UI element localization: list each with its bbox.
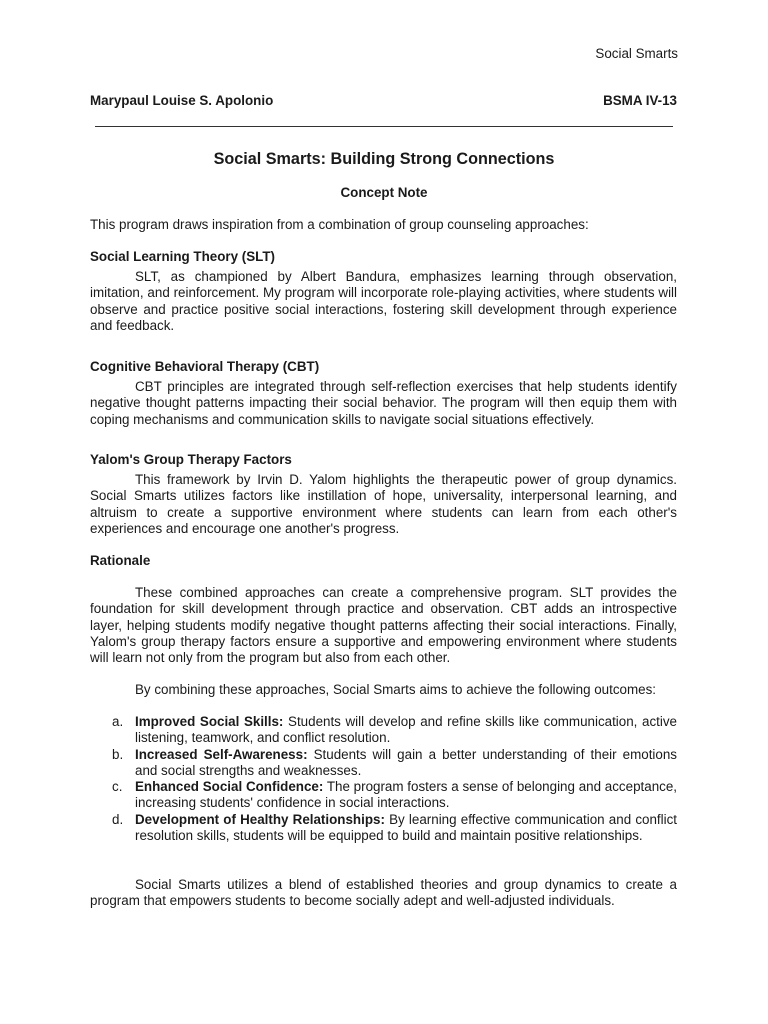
slt-heading: Social Learning Theory (SLT) <box>90 249 276 264</box>
outcome-text: Students will gain a better understanding of their emotions and social strengths and weaknesses. <box>135 746 677 778</box>
section-code: BSMA IV-13 <box>603 93 677 108</box>
yalom-heading: Yalom's Group Therapy Factors <box>90 452 292 467</box>
conclusion-paragraph: Social Smarts utilizes a blend of established theories and group dynamics to create a program that empowers students to become socially adept and well-adjusted individuals. <box>90 877 677 909</box>
list-item <box>90 779 677 812</box>
author-name: Marypaul Louise S. Apolonio <box>90 93 274 108</box>
header-divider <box>95 126 673 127</box>
yalom-paragraph: This framework by Irvin D. Yalom highlights the therapeutic power of group dynamics. Social Smarts utilizes factors like instillation of hope, universality, interpersonal learning, and altruism to create a supportive environment where students can learn from each other's experiences and encourage one another's progress. <box>90 472 677 536</box>
list-item <box>90 714 677 747</box>
document-subtitle: Concept Note <box>340 185 428 200</box>
cbt-heading: Cognitive Behavioral Therapy (CBT) <box>90 359 320 374</box>
intro-paragraph: This program draws inspiration from a combination of group counseling approaches: <box>90 217 589 232</box>
list-item <box>90 812 677 845</box>
list-marker: b. <box>112 746 124 762</box>
outcome-text: By learning effective communication and conflict resolution skills, students will be equipped to build and maintain positive relationships. <box>135 811 678 844</box>
outcome-term: Improved Social Skills: <box>135 714 284 729</box>
outcome-text: Students will develop and refine skills like communication, active listening, teamwork, and conflict resolution. <box>135 714 677 746</box>
outcome-term: Enhanced Social Confidence: <box>135 779 324 795</box>
outcomes-list <box>90 714 677 844</box>
cbt-paragraph: CBT principles are integrated through self-reflection exercises that help students identify negative thought patterns impacting their social behavior. The program will then equip them with coping mechanisms and communication skills to navigate social situations effectively. <box>90 379 677 427</box>
list-marker: c. <box>112 779 123 795</box>
outcome-term: Increased Self-Awareness: <box>135 746 308 762</box>
outcome-text: The program fosters a sense of belonging and acceptance, increasing students' confidence in social interactions. <box>135 779 678 811</box>
running-head: Social Smarts <box>595 46 678 61</box>
rationale-paragraph: These combined approaches can create a comprehensive program. SLT provides the foundation for skill development through practice and observation. CBT adds an introspective layer, helping students modify negative thought patterns affecting their social interactions. Finally, Yalom's group therapy factors ensure a supportive and empowering environment where students will learn not only from the program but also from each other. <box>90 585 677 666</box>
list-marker: a. <box>112 714 124 729</box>
rationale-heading: Rationale <box>90 553 151 568</box>
outcome-term: Development of Healthy Relationships: <box>135 811 385 827</box>
document-title: Social Smarts: Building Strong Connections <box>213 150 555 168</box>
slt-paragraph: SLT, as championed by Albert Bandura, emphasizes learning through observation, imitation, and reinforcement. My program will incorporate role-playing activities, where students will observe and practice positive social interactions, fostering skill development through experience and feedback. <box>90 269 677 333</box>
outcomes-intro-paragraph: By combining these approaches, Social Smarts aims to achieve the following outcomes: <box>135 682 657 697</box>
list-item <box>90 747 677 780</box>
list-marker: d. <box>112 811 124 827</box>
